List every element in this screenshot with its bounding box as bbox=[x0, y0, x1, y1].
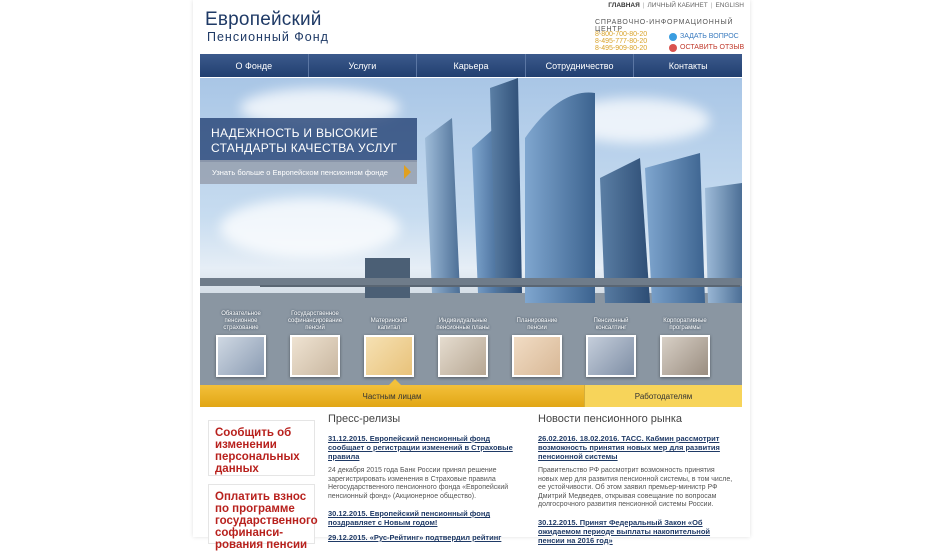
service-item[interactable] bbox=[214, 310, 268, 377]
ask-question-link[interactable] bbox=[669, 31, 744, 42]
review-icon bbox=[669, 44, 677, 52]
nav-item-contacts[interactable]: Контакты bbox=[668, 60, 708, 71]
logo-line-1: Европейский bbox=[205, 9, 322, 30]
hero-more-link[interactable] bbox=[200, 160, 417, 184]
service-label: Государственное софинансирование пенсий bbox=[287, 311, 343, 331]
service-thumbnail bbox=[364, 335, 414, 377]
news-link[interactable]: 29.12.2015. «Рус-Рейтинг» подтвердил рейтинг bbox=[328, 533, 502, 542]
leave-review-label: ОСТАВИТЬ ОТЗЫВ bbox=[680, 44, 745, 51]
service-label: Материнский капитал bbox=[370, 318, 408, 331]
promo-update-data[interactable] bbox=[208, 420, 315, 476]
service-label: Пенсионный консалтинг bbox=[593, 318, 629, 331]
toplink-english[interactable]: ENGLISH bbox=[715, 2, 744, 9]
hero-headline-box bbox=[200, 118, 417, 162]
service-label: Планирование пенсии bbox=[516, 318, 558, 331]
service-thumbnail bbox=[438, 335, 488, 377]
nav-item-partnership[interactable]: Сотрудничество bbox=[526, 54, 635, 77]
ask-question-label: ЗАДАТЬ ВОПРОС bbox=[680, 33, 739, 40]
promo-pay-contribution[interactable] bbox=[208, 484, 318, 551]
contact-actions bbox=[669, 31, 744, 53]
question-icon bbox=[669, 33, 677, 41]
phone-list bbox=[595, 31, 647, 52]
news-text: 24 декабря 2015 года Банк России принял решение зарегистрировать изменения в Страховые правила Негосударственного пенсионного фонда «Европейский пенсионный фонд» (Акционерное общество). bbox=[328, 467, 509, 500]
service-label: Обязательное пенсионное страхование bbox=[221, 311, 261, 331]
tab-employers[interactable]: Работодателям bbox=[584, 385, 742, 407]
info-center-title: СПРАВОЧНО-ИНФОРМАЦИОННЫЙ ЦЕНТР bbox=[595, 19, 734, 33]
nav-item-services[interactable]: Услуги bbox=[309, 54, 418, 77]
service-label: Индивидуальные пенсионные планы bbox=[436, 318, 490, 331]
news-link[interactable]: 30.12.2015. Принят Федеральный Закон «Об ожидаемом периоде выплаты накопительной пенсии на 2016 год» bbox=[538, 517, 711, 545]
phone-number[interactable]: 8-800-700-80-20 bbox=[595, 31, 648, 38]
press-releases-column bbox=[328, 413, 523, 548]
market-news-title: Новости пенсионного рынка bbox=[538, 413, 683, 425]
service-label: Корпоративные программы bbox=[663, 318, 707, 331]
news-text: Правительство РФ рассмотрит возможность принятия новых мер для развития пенсионной системы, в том числе, ее устойчивости. Об этом заявил премьер-министр РФ Дмитрий Медведев, открывая совещание по вопросам долгосрочного развития пенсионной системы России. bbox=[538, 467, 733, 508]
promo-text: Оплатить взнос по программе государственного софинанси-рования пенсии bbox=[215, 491, 318, 551]
phone-number[interactable]: 8-495-909-80-20 bbox=[595, 45, 648, 52]
hero-banner-area bbox=[200, 78, 742, 385]
toplink-cabinet[interactable]: ЛИЧНЫЙ КАБИНЕТ bbox=[647, 2, 708, 9]
logo-line-2: Пенсионный Фонд bbox=[207, 30, 329, 44]
leave-review-link[interactable] bbox=[669, 42, 744, 53]
top-links bbox=[608, 2, 744, 9]
service-thumbnail bbox=[660, 335, 710, 377]
service-item[interactable] bbox=[436, 310, 490, 377]
news-link[interactable]: 31.12.2015. Европейский пенсионный фонд сообщает о регистрации изменений в Страховые правила bbox=[328, 434, 513, 461]
separator: | bbox=[642, 2, 645, 9]
service-item[interactable] bbox=[658, 310, 712, 377]
news-link[interactable]: 26.02.2016. 18.02.2016. ТАСС. Кабмин рассмотрит возможность принятия новых мер для развития пенсионной системы bbox=[538, 434, 720, 461]
phone-number[interactable]: 8-495-777-80-20 bbox=[595, 38, 648, 45]
tab-private-clients[interactable]: Частным лицам bbox=[200, 385, 584, 407]
nav-item-about[interactable]: О Фонде bbox=[200, 54, 309, 77]
audience-tabs bbox=[200, 385, 742, 407]
news-link[interactable]: 30.12.2015. Европейский пенсионный фонд поздравляет с Новым годом! bbox=[328, 509, 491, 527]
nav-item-career[interactable]: Карьера bbox=[417, 54, 526, 77]
page-container bbox=[193, 0, 750, 551]
separator: | bbox=[710, 2, 713, 9]
press-releases-title: Пресс-релизы bbox=[328, 413, 401, 425]
service-thumbnail bbox=[586, 335, 636, 377]
market-news-column bbox=[538, 413, 733, 551]
toplink-home[interactable]: ГЛАВНАЯ bbox=[608, 2, 640, 9]
service-thumbnail bbox=[290, 335, 340, 377]
service-thumbnail bbox=[216, 335, 266, 377]
services-strip bbox=[214, 310, 712, 377]
hero-title: НАДЕЖНОСТЬ И ВЫСОКИЕ СТАНДАРТЫ КАЧЕСТВА УСЛУГ bbox=[211, 126, 398, 155]
arrow-right-icon bbox=[404, 165, 411, 179]
site-logo[interactable] bbox=[205, 10, 329, 44]
main-nav bbox=[200, 54, 742, 77]
service-thumbnail bbox=[512, 335, 562, 377]
service-item[interactable] bbox=[362, 310, 416, 377]
promo-text: Сообщить об изменении персональных данных bbox=[215, 427, 300, 475]
service-item[interactable] bbox=[510, 310, 564, 377]
service-item[interactable] bbox=[288, 310, 342, 377]
hero-more-label: Узнать больше о Европейском пенсионном фонде bbox=[212, 167, 388, 177]
service-item[interactable] bbox=[584, 310, 638, 377]
